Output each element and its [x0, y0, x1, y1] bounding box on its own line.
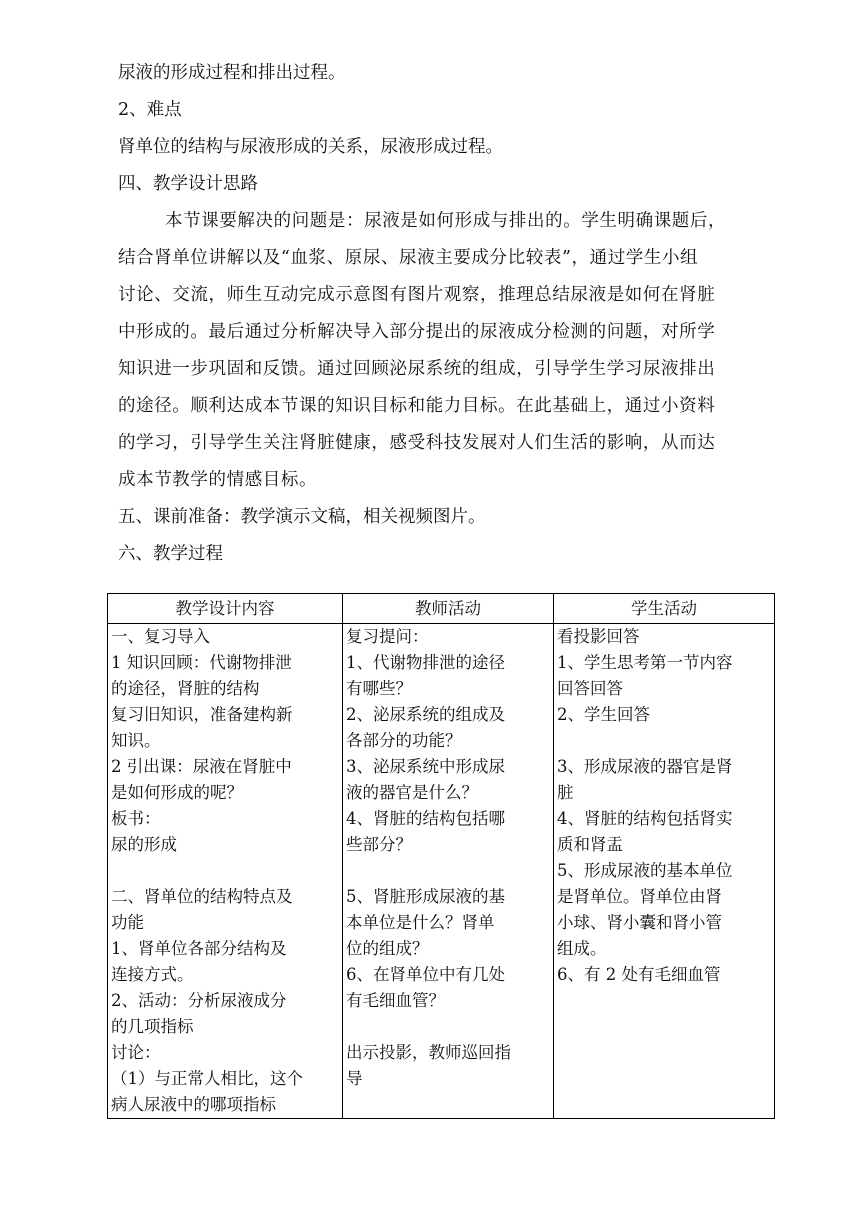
- design-content-line: 连接方式。: [111, 965, 194, 984]
- student-activity-line: 1、学生思考第一节内容: [557, 653, 733, 672]
- text-line-formation-process: 尿液的形成过程和排出过程。: [118, 63, 346, 83]
- design-content-line: [111, 858, 339, 884]
- paragraph-line: 成本节教学的情感目标。: [118, 470, 318, 490]
- teacher-activity-cell: [343, 624, 554, 1119]
- design-content-line: 病人尿液中的哪项指标: [111, 1095, 276, 1114]
- teacher-activity-line: 各部分的功能？: [346, 731, 462, 750]
- paragraph-line: 知识进一步巩固和反馈。通过回顾泌尿系统的组成，引导学生学习尿液排出: [118, 359, 716, 379]
- teacher-activity-line: 3、泌尿系统中形成尿: [346, 757, 505, 776]
- design-content-line: 板书：: [111, 809, 161, 828]
- header-student-activity: 学生活动: [554, 594, 775, 624]
- design-content-line: 复习旧知识，准备建构新: [111, 705, 293, 724]
- student-activity-line: 脏: [557, 783, 574, 802]
- student-activity-line: 看投影回答: [557, 627, 640, 646]
- design-content-line: 1、肾单位各部分结构及: [111, 939, 287, 958]
- design-content-line: 二、肾单位的结构特点及: [111, 887, 293, 906]
- teacher-activity-line: 有哪些？: [346, 679, 412, 698]
- design-content-cell: [108, 624, 343, 1119]
- teacher-activity-line: 本单位是什么？肾单: [346, 913, 495, 932]
- table-header-row: [108, 594, 775, 624]
- design-content-line: 尿的形成: [111, 835, 177, 854]
- teacher-activity-line: 些部分？: [346, 835, 412, 854]
- paragraph-line: 讨论、交流，师生互动完成示意图有图片观察，推理总结尿液是如何在肾脏: [118, 285, 716, 305]
- paragraph-line: 本节课要解决的问题是：尿液是如何形成与排出的。学生明确课题后，: [165, 211, 727, 231]
- difficulty-text: 肾单位的结构与尿液形成的关系，尿液形成过程。: [118, 137, 503, 157]
- student-activity-line: 5、形成尿液的基本单位: [557, 861, 733, 880]
- teacher-activity-line: 位的组成？: [346, 939, 429, 958]
- student-activity-line: 2、学生回答: [557, 705, 650, 724]
- section-6-heading: 六、教学过程: [118, 544, 223, 564]
- teacher-activity-line: 导: [346, 1069, 363, 1088]
- teacher-activity-line: 液的器官是什么？: [346, 783, 478, 802]
- design-content-line: 的几项指标: [111, 1017, 194, 1036]
- design-content-line: 一、复习导入: [111, 627, 210, 646]
- teacher-activity-line: 4、肾脏的结构包括哪: [346, 809, 505, 828]
- section-4-paragraph: [118, 203, 778, 499]
- design-content-line: 是如何形成的呢？: [111, 783, 243, 802]
- teacher-activity-line: 出示投影，教师巡回指: [346, 1043, 511, 1062]
- student-activity-line: 3、形成尿液的器官是肾: [557, 757, 733, 776]
- paragraph-line: 的途径。顺利达成本节课的知识目标和能力目标。在此基础上，通过小资料: [118, 396, 716, 416]
- student-activity-line: 6、有 2 处有毛细血管: [557, 965, 721, 984]
- teacher-activity-line: [346, 1014, 550, 1040]
- teacher-activity-line: 有毛细血管？: [346, 991, 445, 1010]
- student-activity-cell: [554, 624, 775, 1119]
- teacher-activity-line: 复习提问：: [346, 627, 429, 646]
- design-content-line: 的途径，肾脏的结构: [111, 679, 260, 698]
- teacher-activity-line: 6、在肾单位中有几处: [346, 965, 505, 984]
- teaching-process-table: [107, 593, 775, 1119]
- design-content-line: 讨论：: [111, 1043, 161, 1062]
- design-content-line: （1）与正常人相比，这个: [111, 1069, 303, 1088]
- teacher-activity-line: 1、代谢物排泄的途径: [346, 653, 505, 672]
- section-5-preparation: 五、课前准备：教学演示文稿，相关视频图片。: [118, 507, 486, 527]
- student-activity-line: 4、肾脏的结构包括肾实: [557, 809, 733, 828]
- teacher-activity-line: 2、泌尿系统的组成及: [346, 705, 505, 724]
- header-teacher-activity: 教师活动: [343, 594, 554, 624]
- design-content-line: 2 引出课：尿液在肾脏中: [111, 757, 292, 776]
- design-content-line: 功能: [111, 913, 144, 932]
- section-4-heading: 四、教学设计思路: [118, 174, 258, 194]
- intro-text-block: [118, 55, 778, 573]
- student-activity-line: 质和肾盂: [557, 835, 623, 854]
- paragraph-line: 中形成的。最后通过分析解决导入部分提出的尿液成分检测的问题，对所学: [118, 322, 716, 342]
- design-content-line: 2、活动：分析尿液成分: [111, 991, 287, 1010]
- table-row: [108, 624, 775, 1119]
- student-activity-line: 小球、肾小囊和肾小管: [557, 913, 722, 932]
- student-activity-line: [557, 728, 771, 754]
- header-design-content: 教学设计内容: [108, 594, 343, 624]
- student-activity-line: 组成。: [557, 939, 607, 958]
- teacher-activity-line: 5、肾脏形成尿液的基: [346, 887, 505, 906]
- design-content-line: 知识。: [111, 731, 161, 750]
- teacher-activity-line: [346, 858, 550, 884]
- paragraph-line: 的学习，引导学生关注肾脏健康，感受科技发展对人们生活的影响，从而达: [118, 433, 716, 453]
- student-activity-line: 回答回答: [557, 679, 623, 698]
- paragraph-line: 结合肾单位讲解以及“血浆、原尿、尿液主要成分比较表”，通过学生小组: [118, 248, 699, 268]
- difficulty-heading: 2、难点: [118, 100, 182, 120]
- student-activity-line: 是肾单位。肾单位由肾: [557, 887, 722, 906]
- design-content-line: 1 知识回顾：代谢物排泄: [111, 653, 292, 672]
